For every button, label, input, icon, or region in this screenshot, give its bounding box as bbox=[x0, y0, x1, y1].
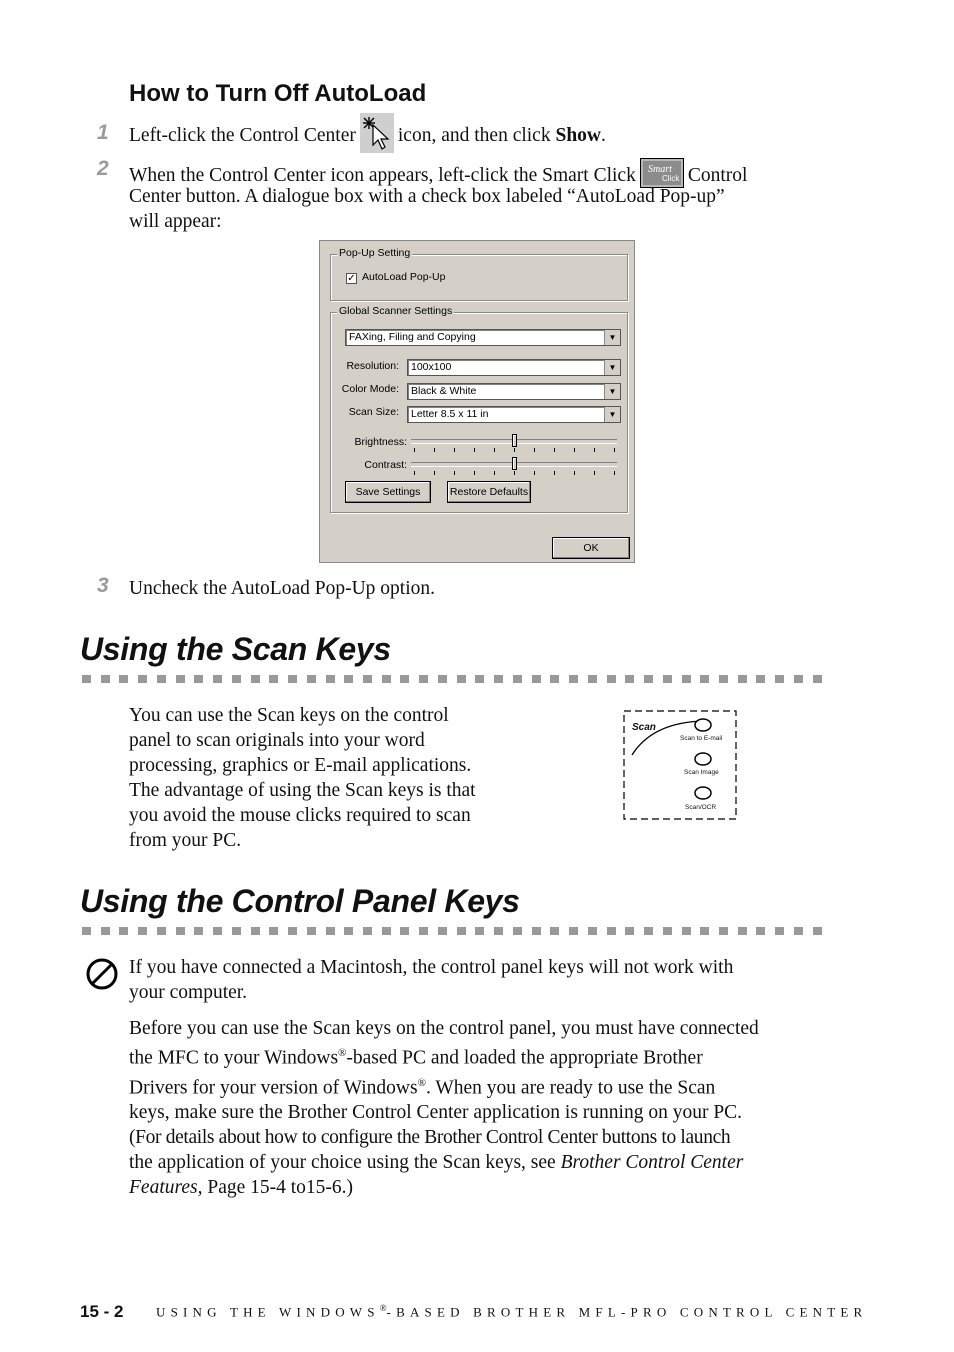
scan-keys-heading: Using the Scan Keys bbox=[80, 631, 391, 667]
para-text: , Page 15-4 to15-6.) bbox=[197, 1177, 354, 1198]
step-1-text-b: icon, and then click bbox=[397, 124, 551, 146]
rule-dash bbox=[775, 927, 784, 935]
step-2-line-2: Center button. A dialogue box with a check box labeled “AutoLoad Pop-up” bbox=[129, 186, 725, 207]
rule-dash bbox=[232, 675, 241, 683]
rule-dash bbox=[513, 927, 522, 935]
rule-dash bbox=[176, 927, 185, 935]
rule-dash bbox=[119, 927, 128, 935]
rule-dash bbox=[719, 927, 728, 935]
rule-dash bbox=[288, 675, 297, 683]
step-3-number: 3 bbox=[97, 574, 109, 597]
rule-dash bbox=[569, 927, 578, 935]
rule-dash bbox=[475, 927, 484, 935]
para-text: the MFC to your Windows bbox=[129, 1047, 339, 1069]
rule-dash bbox=[457, 675, 466, 683]
rule-dash bbox=[813, 927, 822, 935]
step-1-show-bold: Show bbox=[555, 124, 601, 146]
para-text: -based PC and loaded the appropriate Brother bbox=[346, 1047, 703, 1069]
contrast-label: Contrast: bbox=[364, 459, 407, 471]
rule-dash bbox=[607, 675, 616, 683]
slider-tick bbox=[474, 471, 475, 475]
macintosh-note bbox=[129, 955, 733, 1005]
rule-dash bbox=[663, 927, 672, 935]
features-reference-link: Brother Control Center bbox=[560, 1152, 744, 1173]
rule-dash bbox=[232, 927, 241, 935]
footer-title-b: -BASED BROTHER MFL-PRO CONTROL CENTER bbox=[386, 1304, 868, 1320]
scan-size-label: Scan Size: bbox=[348, 406, 399, 418]
slider-tick bbox=[494, 471, 495, 475]
registered-mark: ® bbox=[417, 1076, 426, 1089]
rule-dash bbox=[756, 675, 765, 683]
slider-tick bbox=[554, 471, 555, 475]
color-mode-dropdown-icon: ▼ bbox=[604, 384, 620, 399]
svg-text:Smart: Smart bbox=[647, 164, 672, 175]
popup-setting-legend: Pop-Up Setting bbox=[339, 247, 411, 259]
rule-dash bbox=[625, 675, 634, 683]
rule-dash bbox=[82, 927, 91, 935]
rule-dash bbox=[756, 927, 765, 935]
rule-dash bbox=[344, 927, 353, 935]
popup-setting-group bbox=[330, 247, 628, 301]
svg-text:Click: Click bbox=[661, 174, 680, 183]
rule-dash bbox=[738, 675, 747, 683]
rule-dash bbox=[494, 675, 503, 683]
slider-tick bbox=[534, 448, 535, 452]
step-3-text: Uncheck the AutoLoad Pop-Up option. bbox=[129, 578, 435, 599]
rule-dash bbox=[213, 675, 222, 683]
slider-tick bbox=[454, 448, 455, 452]
rule-dash bbox=[457, 927, 466, 935]
rule-dash bbox=[194, 927, 203, 935]
para-text: Drivers for your version of Windows bbox=[129, 1077, 418, 1098]
rule-dash bbox=[682, 927, 691, 935]
rule-dash bbox=[738, 927, 747, 935]
rule-dash bbox=[382, 927, 391, 935]
page-number: 15 - 2 bbox=[80, 1302, 124, 1321]
resolution-value: 100x100 bbox=[411, 361, 452, 373]
rule-dash bbox=[644, 927, 653, 935]
note-line: your computer. bbox=[129, 982, 248, 1003]
scan-panel-title: Scan bbox=[632, 722, 656, 733]
rule-dash bbox=[438, 675, 447, 683]
resolution-dropdown-icon: ▼ bbox=[604, 360, 620, 375]
slider-tick bbox=[414, 471, 415, 475]
rule-dash bbox=[625, 927, 634, 935]
resolution-label: Resolution: bbox=[346, 360, 399, 372]
slider-tick bbox=[594, 471, 595, 475]
footer-title-a: USING THE WINDOWS bbox=[156, 1304, 380, 1320]
registered-mark: ® bbox=[338, 1047, 347, 1059]
step-1-period: . bbox=[601, 124, 606, 146]
running-footer bbox=[156, 1303, 867, 1320]
slider-tick bbox=[514, 471, 515, 475]
rule-dash bbox=[682, 675, 691, 683]
slider-tick bbox=[574, 448, 575, 452]
rule-dash bbox=[307, 675, 316, 683]
scan-keys-line: from your PC. bbox=[129, 830, 242, 851]
rule-dash bbox=[644, 675, 653, 683]
autoload-label: AutoLoad Pop-Up bbox=[362, 271, 446, 283]
brightness-slider[interactable] bbox=[411, 433, 617, 453]
rule-dash bbox=[813, 675, 822, 683]
rule-dash bbox=[251, 675, 260, 683]
scan-size-select[interactable] bbox=[407, 406, 621, 423]
para-line: Before you can use the Scan keys on the control panel, you must have connected bbox=[129, 1018, 759, 1039]
rule-dash bbox=[569, 675, 578, 683]
scan-size-dropdown-icon: ▼ bbox=[604, 407, 620, 422]
slider-tick bbox=[494, 448, 495, 452]
scan-size-value: Letter 8.5 x 11 in bbox=[411, 408, 489, 420]
color-mode-label: Color Mode: bbox=[341, 383, 399, 395]
slider-tick bbox=[574, 471, 575, 475]
ok-button[interactable]: OK bbox=[552, 537, 630, 559]
rule-dash bbox=[138, 675, 147, 683]
slider-tick bbox=[454, 471, 455, 475]
slider-tick bbox=[514, 448, 515, 452]
slider-thumb[interactable] bbox=[512, 434, 517, 447]
rule-dash bbox=[550, 927, 559, 935]
rule-dash bbox=[101, 675, 110, 683]
rule-dash bbox=[794, 927, 803, 935]
rule-dash bbox=[344, 675, 353, 683]
rule-dash bbox=[419, 675, 428, 683]
step-1-number: 1 bbox=[97, 121, 109, 144]
brightness-label: Brightness: bbox=[354, 436, 407, 448]
rule-dash bbox=[700, 675, 709, 683]
rule-dash bbox=[700, 927, 709, 935]
scan-ocr-label: Scan/OCR bbox=[685, 804, 717, 811]
purpose-dropdown-icon: ▼ bbox=[604, 330, 620, 345]
slider-tick bbox=[554, 448, 555, 452]
slider-tick bbox=[534, 471, 535, 475]
rule-dash bbox=[550, 675, 559, 683]
autoload-checkbox[interactable]: ✓ bbox=[347, 273, 356, 284]
rule-dash bbox=[588, 927, 597, 935]
rule-dash bbox=[588, 675, 597, 683]
para-line: keys, make sure the Brother Control Center application is running on your PC. bbox=[129, 1102, 743, 1123]
rule-dash bbox=[494, 927, 503, 935]
scan-to-email-label: Scan to E-mail bbox=[680, 735, 723, 742]
rule-dash bbox=[82, 675, 91, 683]
resolution-select[interactable] bbox=[407, 359, 621, 376]
rule-dash bbox=[194, 675, 203, 683]
para-line bbox=[129, 1175, 759, 1200]
rule-dash bbox=[138, 927, 147, 935]
slider-tick bbox=[474, 448, 475, 452]
color-mode-value: Black & White bbox=[411, 385, 477, 397]
rule-dash bbox=[157, 675, 166, 683]
scan-keys-rule bbox=[82, 675, 822, 683]
rule-dash bbox=[363, 675, 372, 683]
autoload-dialog bbox=[319, 240, 635, 563]
rule-dash bbox=[326, 675, 335, 683]
rule-dash bbox=[532, 927, 541, 935]
features-reference-link-cont: Features bbox=[129, 1177, 198, 1198]
color-mode-select[interactable] bbox=[407, 383, 621, 400]
rule-dash bbox=[157, 927, 166, 935]
para-line bbox=[129, 1150, 759, 1175]
step-2-number: 2 bbox=[97, 157, 109, 180]
slider-tick bbox=[614, 448, 615, 452]
howto-heading: How to Turn Off AutoLoad bbox=[129, 80, 427, 107]
scan-keys-line: you avoid the mouse clicks required to scan bbox=[129, 805, 471, 826]
scan-keys-line: You can use the Scan keys on the control bbox=[129, 705, 449, 726]
rule-dash bbox=[269, 927, 278, 935]
slider-tick bbox=[414, 448, 415, 452]
restore-defaults-button[interactable]: Restore Defaults bbox=[447, 481, 531, 503]
slider-tick bbox=[434, 448, 435, 452]
rule-dash bbox=[382, 675, 391, 683]
step-1-text-a: Left-click the Control Center bbox=[129, 124, 356, 146]
para-text: . When you are ready to use the Scan bbox=[425, 1077, 716, 1098]
para-line bbox=[129, 1041, 759, 1071]
para-line bbox=[129, 1071, 759, 1101]
rule-dash bbox=[663, 675, 672, 683]
global-scanner-legend: Global Scanner Settings bbox=[339, 305, 453, 317]
slider-tick bbox=[594, 448, 595, 452]
purpose-select[interactable] bbox=[345, 329, 621, 346]
step-1-text bbox=[129, 113, 606, 160]
rule-dash bbox=[269, 675, 278, 683]
rule-dash bbox=[363, 927, 372, 935]
scan-keys-line: The advantage of using the Scan keys is that bbox=[129, 780, 476, 801]
save-settings-button[interactable]: Save Settings bbox=[345, 481, 431, 503]
global-scanner-group bbox=[330, 305, 628, 513]
rule-dash bbox=[307, 927, 316, 935]
note-line: If you have connected a Macintosh, the control panel keys will not work with bbox=[129, 957, 734, 978]
scan-keys-paragraph bbox=[129, 703, 476, 853]
control-panel-paragraph bbox=[129, 1016, 759, 1200]
rule-dash bbox=[719, 675, 728, 683]
rule-dash bbox=[251, 927, 260, 935]
rule-dash bbox=[400, 675, 409, 683]
prohibited-note-icon bbox=[85, 957, 119, 991]
rule-dash bbox=[288, 927, 297, 935]
rule-dash bbox=[213, 927, 222, 935]
slider-thumb[interactable] bbox=[512, 457, 517, 470]
rule-dash bbox=[438, 927, 447, 935]
para-text: the application of your choice using the Scan keys, see bbox=[129, 1152, 561, 1173]
rule-dash bbox=[775, 675, 784, 683]
rule-dash bbox=[326, 927, 335, 935]
footer-registered-mark: ® bbox=[379, 1303, 387, 1313]
control-center-cursor-icon bbox=[360, 113, 394, 160]
contrast-slider[interactable] bbox=[411, 456, 617, 476]
scan-keys-line: panel to scan originals into your word bbox=[129, 730, 425, 751]
rule-dash bbox=[400, 927, 409, 935]
purpose-value: FAXing, Filing and Copying bbox=[349, 331, 476, 343]
rule-dash bbox=[532, 675, 541, 683]
step-2-text-a: When the Control Center icon appears, left-click the Smart Click bbox=[129, 164, 636, 186]
scan-keys-line: processing, graphics or E-mail applications. bbox=[129, 755, 472, 776]
step-2-line-3: will appear: bbox=[129, 211, 222, 232]
rule-dash bbox=[176, 675, 185, 683]
scan-image-label: Scan Image bbox=[684, 769, 719, 776]
control-panel-heading: Using the Control Panel Keys bbox=[80, 883, 520, 919]
slider-tick bbox=[434, 471, 435, 475]
step-2-text-b: Control bbox=[687, 164, 748, 186]
rule-dash bbox=[607, 927, 616, 935]
rule-dash bbox=[119, 675, 128, 683]
control-panel-rule bbox=[82, 927, 822, 935]
rule-dash bbox=[475, 675, 484, 683]
para-line: (For details about how to configure the Brother Control Center buttons to launch bbox=[129, 1127, 731, 1148]
scan-keys-panel bbox=[622, 709, 738, 821]
rule-dash bbox=[794, 675, 803, 683]
rule-dash bbox=[513, 675, 522, 683]
slider-tick bbox=[614, 471, 615, 475]
rule-dash bbox=[101, 927, 110, 935]
rule-dash bbox=[419, 927, 428, 935]
